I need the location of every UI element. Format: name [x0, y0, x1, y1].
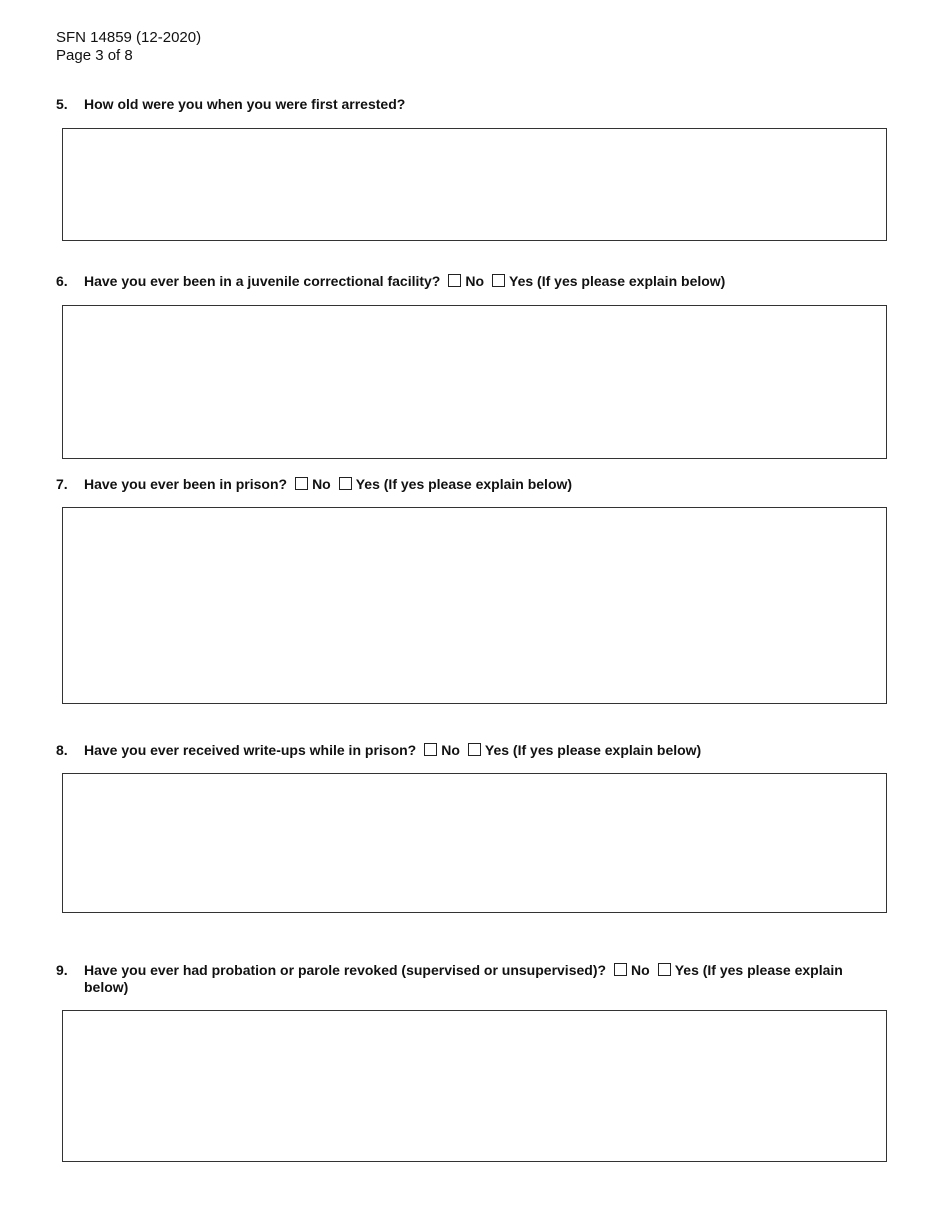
no-label: No: [465, 273, 485, 289]
answer-field-8[interactable]: [62, 773, 887, 913]
no-label: No: [312, 476, 331, 492]
yes-checkbox[interactable]: [658, 963, 671, 976]
question-text: How old were you when you were first arrested?: [84, 96, 406, 112]
no-checkbox[interactable]: [295, 477, 308, 490]
answer-field-5[interactable]: [62, 128, 887, 241]
yes-label: Yes (If yes please explain below): [355, 476, 573, 492]
no-checkbox[interactable]: [424, 743, 437, 756]
question-text: Have you ever had probation or parole revoked (supervised or unsupervised)?: [84, 962, 607, 978]
yes-label: Yes (If yes please explain below): [84, 962, 843, 995]
yes-checkbox[interactable]: [468, 743, 481, 756]
question-text: Have you ever been in prison?: [84, 476, 288, 492]
answer-field-9[interactable]: [62, 1010, 887, 1162]
answer-field-6[interactable]: [62, 305, 887, 459]
yes-label: Yes (If yes please explain below): [484, 742, 702, 758]
no-label: No: [631, 962, 650, 978]
question-text: Have you ever been in a juvenile correctional facility?: [84, 273, 441, 289]
page-number: Page 3 of 8: [56, 47, 133, 64]
no-label: No: [441, 742, 460, 758]
question-text: Have you ever received write-ups while in prison?: [84, 742, 417, 758]
question-number: 9.: [56, 962, 68, 978]
form-id: SFN 14859 (12-2020): [56, 29, 202, 46]
question-number: 7.: [56, 476, 68, 492]
yes-label: Yes (If yes please explain below): [509, 273, 726, 289]
question-number: 6.: [56, 273, 68, 289]
yes-checkbox[interactable]: [339, 477, 352, 490]
question-number: 8.: [56, 742, 68, 758]
no-checkbox[interactable]: [614, 963, 627, 976]
no-checkbox[interactable]: [448, 274, 461, 287]
yes-checkbox[interactable]: [492, 274, 505, 287]
answer-field-7[interactable]: [62, 507, 887, 704]
question-number: 5.: [56, 96, 68, 112]
